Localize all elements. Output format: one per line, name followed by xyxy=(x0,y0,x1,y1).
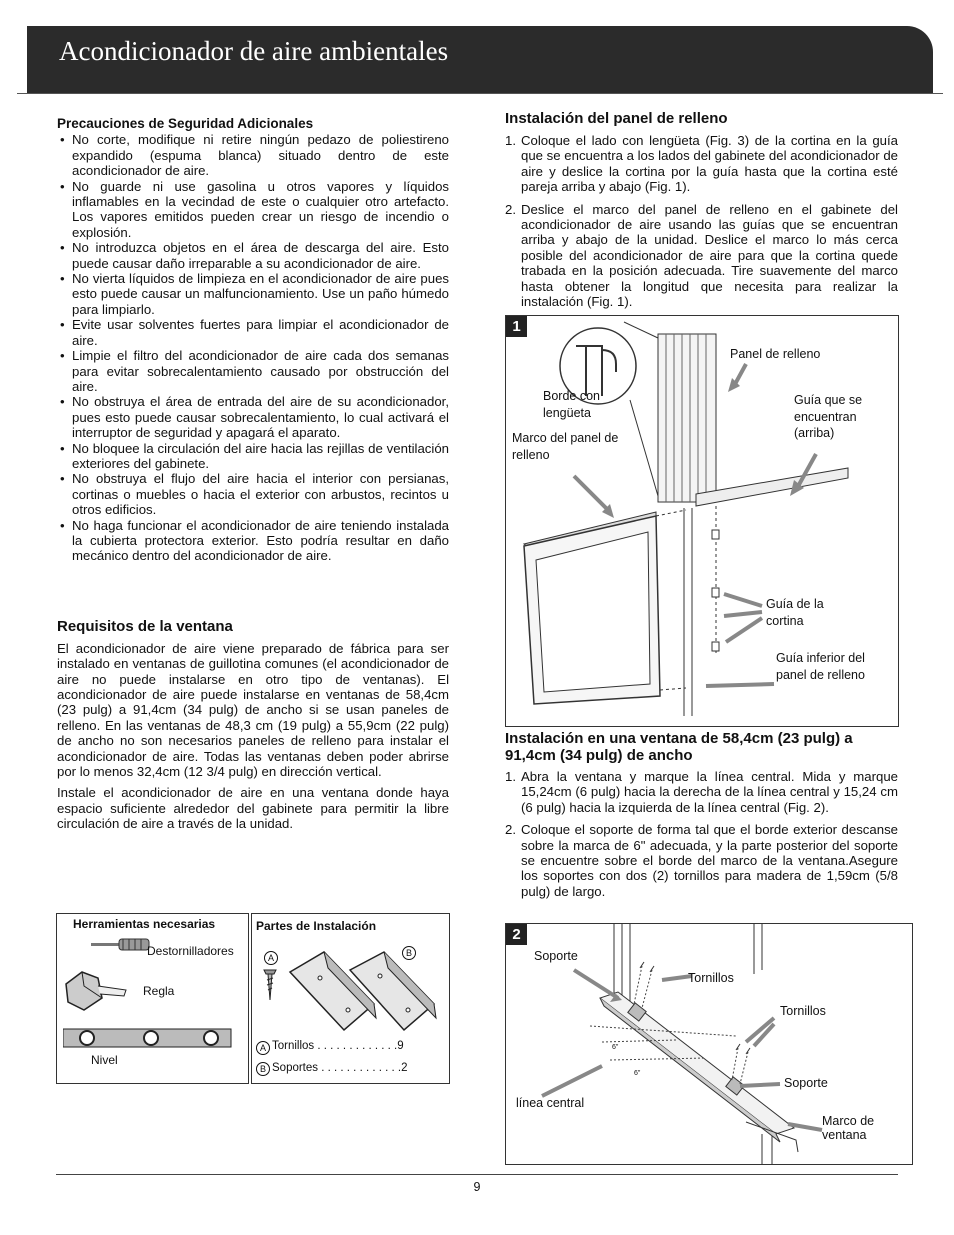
bracket-label-2: Soporte xyxy=(784,1076,828,1090)
tools-heading: Herramientas necesarias xyxy=(73,917,216,931)
panel-label: Panel de relleno xyxy=(730,347,821,361)
tools-box xyxy=(56,913,249,1084)
filler-heading: Instalación del panel de relleno xyxy=(505,110,728,127)
screwdrivers-label: Destornilladores xyxy=(147,944,234,958)
part-a-marker-2: A xyxy=(256,1041,270,1055)
list-item: • No obstruya el área de entrada del aire de su acondicionador, pues esto puede causar sobrecalentamiento, lo cual activará el interruptor de seguridad y apagará el aparato. xyxy=(57,394,449,440)
header-divider xyxy=(17,93,943,94)
brackets-count: Soportes . . . . . . . . . . . . .2 xyxy=(272,1062,408,1074)
list-item: • No guarde ni use gasolina u otros vapores y líquidos inflamables en la vecindad de este o cualquier otro artefacto. Los vapores emitidos pueden crear un riesgo de incendio o explosión. xyxy=(57,179,449,241)
figure-2 xyxy=(505,923,913,1165)
top-guide-label: Guía que se encuentran (arriba) xyxy=(794,393,863,440)
list-item: • Limpie el filtro del acondicionador de aire cada dos semanas para evitar sobrecalentamiento causado por obstrucción del aire. xyxy=(57,348,449,394)
level-label: Nivel xyxy=(91,1053,118,1067)
level-icon xyxy=(63,1027,233,1049)
list-item: 1. Coloque el lado con lengüeta (Fig. 3) de la cortina en la guía que se encuentra a los lados del gabinete del acondicionador de aire y deslice la cortina por la guía hasta que la cortina esté pareja arriba y abajo (Fig. 1). xyxy=(505,133,898,195)
install-steps xyxy=(505,769,898,899)
bottom-guide-label: Guía inferior del panel de relleno xyxy=(776,651,865,682)
window-frame-label: Marco de ventana xyxy=(822,1114,875,1142)
list-item: • No bloquee la circulación del aire hacia las rejillas de ventilación exteriores del gabinete. xyxy=(57,441,449,472)
filler-steps xyxy=(505,133,898,309)
brackets-icon xyxy=(284,948,444,1038)
parts-heading: Partes de Instalación xyxy=(256,919,377,933)
precautions-list xyxy=(57,132,449,563)
part-a-marker: A xyxy=(264,951,278,965)
list-item: 1. Abra la ventana y marque la línea central. Mida y marque 15,24cm (6 pulg) hacia la derecha de la línea central y 15,24 cm (6 pulg) hacia la izquierda de la línea central (Fig. 2). xyxy=(505,769,898,815)
part-b-marker: B xyxy=(402,946,416,960)
centerline-label: línea central xyxy=(516,1096,585,1110)
list-item: 2. Coloque el soporte de forma tal que el borde exterior descanse sobre la marca de 6" adecuada, y la parte posterior del soporte se encuentre sobre el borde del marco de la ventana.Asegure los soportes con dos (2) tornillos para madera de 1,59cm (5/8 pulg) de largo. xyxy=(505,822,898,899)
tools-parts-panel xyxy=(56,913,449,1083)
six-inch-mark-1: 6" xyxy=(612,1044,619,1051)
screw-icon xyxy=(260,966,282,1006)
ruler-label: Regla xyxy=(143,984,175,998)
six-inch-mark-2: 6" xyxy=(634,1070,641,1077)
curtain-guide-label: Guía de la cortina xyxy=(766,597,824,628)
figure-1 xyxy=(505,315,899,727)
window-clearance-paragraph: Instale el acondicionador de aire en una ventana donde haya espacio suficiente alrededor del gabinete para permitir la libre circulación de aire a través de la unidad. xyxy=(57,785,449,832)
screws-label-1: Tornillos xyxy=(688,971,734,985)
install-section xyxy=(505,730,898,906)
screws-count: Tornillos . . . . . . . . . . . . .9 xyxy=(272,1040,404,1052)
window-requirements-paragraph: El acondicionador de aire viene preparado de fábrica para ser instalado en ventanas de guillotina comunes (el acondicionador de aire no puede instalarse en otro tipo de ventanas). El acondicionador de aire puede instalarse en ventanas de 58,4cm (23 pulg) a 91,4cm (34 pulg) de ancho si se usan paneles de relleno. En las ventanas de 48,3 cm (19 pulg) a 55,9cm (22 pulg) de ancho no son necesarios paneles de relleno para instalar el acondicionador de aire. Todas las ventanas deben poder abrirse por lo menos 32,4cm (12 3/4 pulg) en dirección vertical. xyxy=(57,640,449,780)
figure-number: 2 xyxy=(506,924,527,945)
list-item: • Evite usar solventes fuertes para limpiar el acondicionador de aire. xyxy=(57,317,449,348)
page-header xyxy=(27,26,933,94)
list-item: • No haga funcionar el acondicionador de aire teniendo instalada la cubierta protectora exterior. Esto podría resultar en daño mecánico dentro del acondicionador de aire. xyxy=(57,518,449,564)
screwdriver-icon xyxy=(91,938,151,952)
right-column xyxy=(505,110,898,316)
page-number: 9 xyxy=(473,1180,481,1194)
tape-measure-icon xyxy=(62,966,134,1016)
left-column xyxy=(57,116,449,832)
list-item: • No obstruya el flujo del aire hacia el interior con persianas, cortinas o muebles o hacia el exterior con arbustos, recintos u otros edificios. xyxy=(57,471,449,517)
install-heading: Instalación en una ventana de 58,4cm (23 pulg) a 91,4cm (34 pulg) de ancho xyxy=(505,730,853,764)
list-item: • No corte, modifique ni retire ningún pedazo de poliestireno expandido (espuma blanca) situado dentro de este acondicionador de aire. xyxy=(57,132,449,178)
list-item: • No introduzca objetos en el área de descarga del aire. Esto puede causar daño irreparable a su acondicionador de aire. xyxy=(57,240,449,271)
tab-edge-label: Borde con lengüeta xyxy=(543,389,600,420)
list-item: 2. Deslice el marco del panel de relleno en el gabinete del acondicionador de aire usando las guías que se encuentran arriba y abajo de la unidad. Deslice el marco lo más cerca posible del acondicionador de aire para que la cortina quede trabada en la posición adecuada. Tire suavemente del marco hasta obtener la longitud que necesita para realizar la instalación (Fig. 1). xyxy=(505,201,898,310)
frame-label: Marco del panel de relleno xyxy=(512,431,619,462)
precautions-heading: Precauciones de Seguridad Adicionales xyxy=(57,116,314,131)
page-title: Acondicionador de aire ambientales xyxy=(59,36,449,66)
bracket-label-1: Soporte xyxy=(534,949,578,963)
footer-divider xyxy=(56,1174,898,1175)
window-requirements-heading: Requisitos de la ventana xyxy=(57,617,233,635)
figure-number: 1 xyxy=(506,316,527,337)
screws-label-2: Tornillos xyxy=(780,1004,826,1018)
list-item: • No vierta líquidos de limpieza en el acondicionador de aire pues esto puede causar un malfuncionamiento. Use un paño húmedo para limpiarlo. xyxy=(57,271,449,317)
part-b-marker-2: B xyxy=(256,1062,270,1076)
parts-box xyxy=(251,913,450,1084)
